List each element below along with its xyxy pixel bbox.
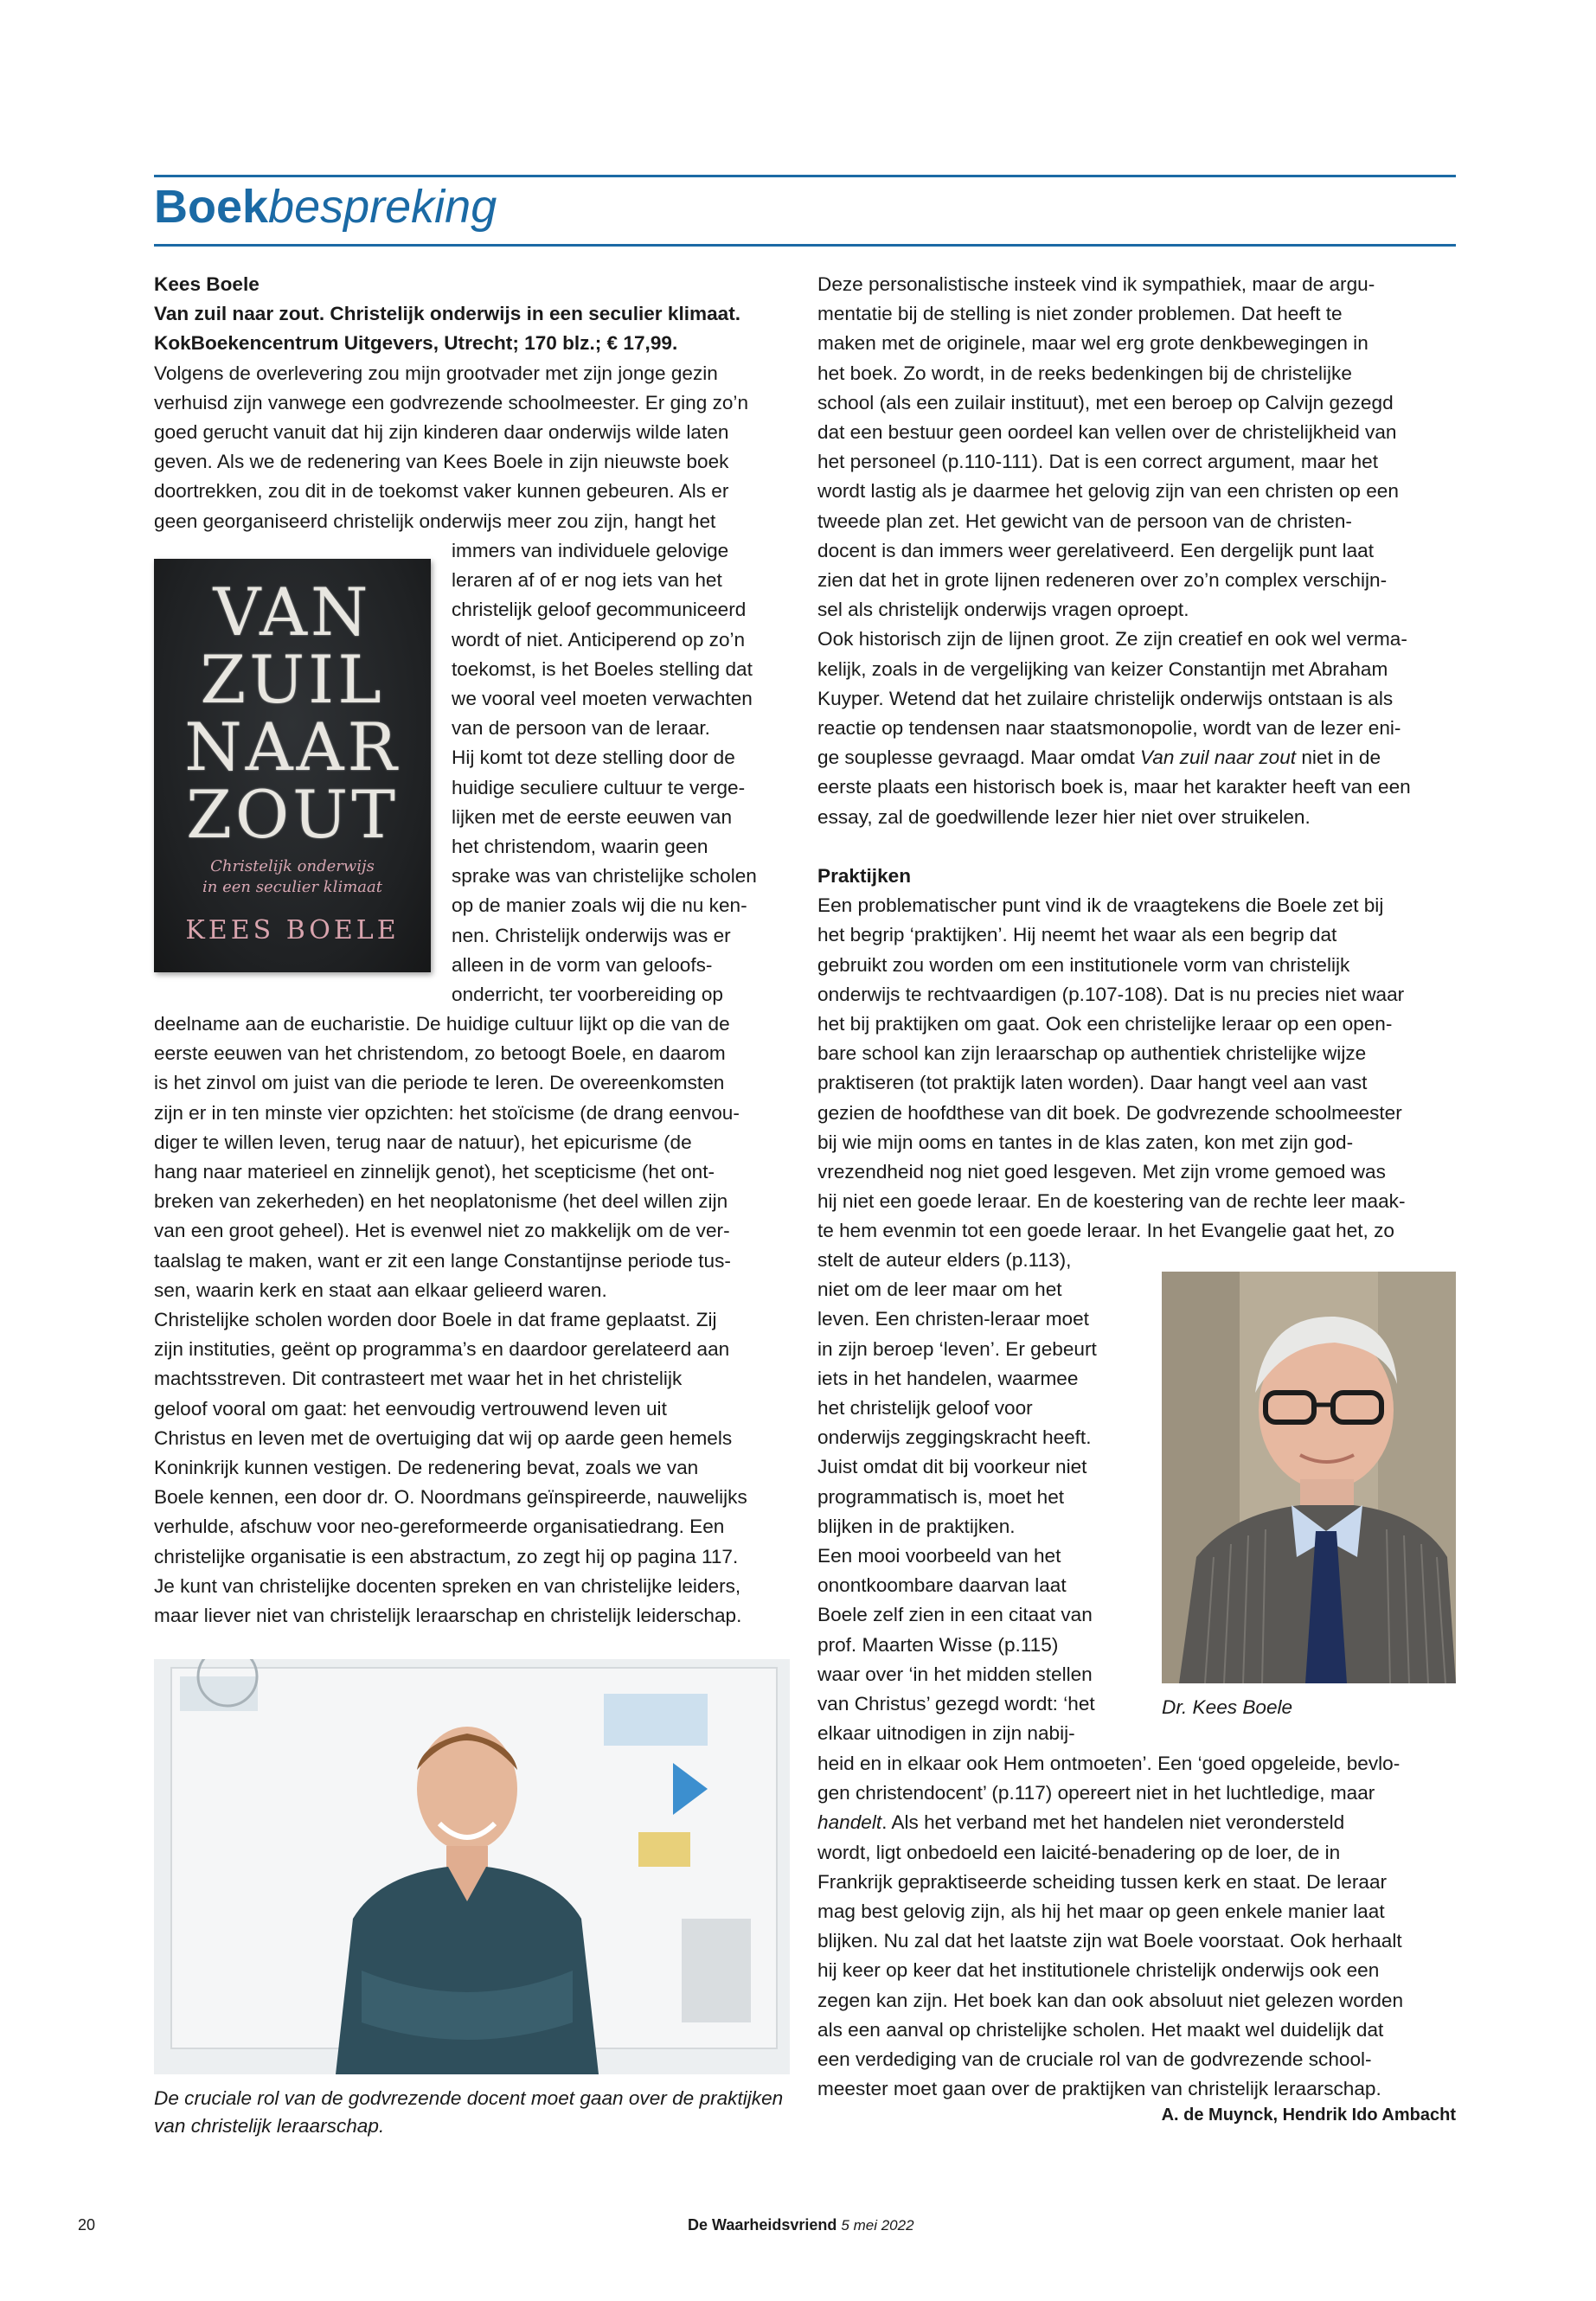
body-line: waar over ‘in het midden stellen [817,1663,1093,1685]
page-number: 20 [78,2216,96,2234]
body-line: mentatie bij de stelling is niet zonder problemen. Dat heeft te [817,303,1343,325]
body-line: het bij praktijken om gaat. Ook een christelijke leraar op een open- [817,1013,1393,1035]
body-line: verhuisd zijn vanwege een godvrezende schoolmeester. Er ging zo’n [154,391,749,413]
body-line: christelijke organisatie is een abstractum, zo zegt hij op pagina 117. [154,1545,739,1567]
body-line: van Christus’ gezegd wordt: ‘het [817,1693,1095,1715]
left-column-top [154,270,794,536]
body-line: huidige seculiere cultuur te verge- [452,776,746,798]
section-title: Boekbespreking [154,181,497,233]
body-line: zijn er in ten minste vier opzichten: het stoïcisme (de drang eenvou- [154,1101,740,1124]
body-line: praktiseren (tot praktijk laten worden). Daar hangt veel aan vast [817,1072,1368,1094]
body-line: Frankrijk gepraktiseerde scheiding tussen kerk en staat. De leraar [817,1870,1388,1893]
body-line: hij keer op keer dat het institutionele christelijk onderwijs ook een [817,1959,1380,1982]
body-line: het personeel (p.110-111). Dat is een correct argument, maar het [817,451,1379,473]
body-line: mag best gelovig zijn, als hij het maar op geen enkele manier laat [817,1900,1385,1923]
right-column-wrap [817,1246,1146,1748]
body-line: zien dat het in grote lijnen redeneren over zo’n complex verschijn- [817,569,1388,592]
body-line: dat een bestuur geen oordeel kan vellen over de christelijkheid van [817,421,1397,444]
body-line: geven. Als we de redenering van Kees Boele in zijn nieuwste boek [154,451,729,473]
body-line: onderwijs zeggingskracht heeft. [817,1426,1092,1449]
body-line: taalslag te maken, want er zit een lange Constantijnse periode tus- [154,1249,731,1272]
emphasis-handelt: handelt [817,1811,882,1834]
body-line: prof. Maarten Wisse (p.115) [817,1633,1059,1656]
body-line: het christelijk geloof voor [817,1397,1033,1420]
teacher-photo-caption: De cruciale rol van de godvrezende docent moet gaan over de praktijken van christelijk leraarschap. [154,2087,784,2137]
body-line: ge souplesse gevraagd. Maar omdat Van zuil naar zout niet in de [817,747,1381,769]
right-column-top [817,270,1462,832]
body-line: onderwijs te rechtvaardigen (p.107-108). Dat is nu precies niet waar [817,983,1405,1005]
body-line: Hij komt tot deze stelling door de [452,747,735,769]
body-line: breken van zekerheden) en het neoplatonisme (het deel willen zijn [154,1190,728,1213]
body-line: geloof vooral om gaat: het eenvoudig vertrouwend leven uit [154,1397,667,1420]
body-line: wordt of niet. Anticiperend op zo’n [452,628,746,651]
body-line: Christelijke scholen worden door Boele in dat frame geplaatst. Zij [154,1309,717,1331]
body-line: deelname aan de eucharistie. De huidige cultuur lijkt op die van de [154,1013,730,1035]
body-line: leven. Een christen-leraar moet [817,1308,1089,1330]
body-line: niet om de leer maar om het [817,1279,1062,1301]
body-line: Christus en leven met de overtuiging dat wij op aarde geen hemels [154,1426,733,1449]
body-line: lijken met de eerste eeuwen van [452,805,733,828]
body-line: machtsstreven. Dit contrasteert met waar het in het christelijk [154,1368,683,1390]
kees-boele-photo-caption: Dr. Kees Boele [1162,1696,1293,1718]
body-line: blijken. Nu zal dat het laatste zijn wat Boele voorstaat. Ook herhaalt [817,1930,1402,1952]
issue-date: 5 mei 2022 [841,2217,914,2234]
kees-boele-photo-illustration [1162,1272,1456,1683]
body-line: maar liever niet van christelijk leraarschap en christelijk leiderschap. [154,1605,742,1627]
cover-word-zuil: ZUIL [200,641,385,718]
body-line: het boek. Zo wordt, in de reeks bedenkingen bij de christelijke [817,362,1352,384]
cover-word-naar: NAAR [184,708,401,785]
body-line: bare school kan zijn leraarschap op authentiek christelijke wijze [817,1042,1367,1065]
body-line: nen. Christelijk onderwijs was er [452,924,731,946]
teacher-photo [154,1659,790,2074]
body-line: leraren af of er nog iets van het [452,569,722,592]
body-line: van een groot geheel). Het is evenwel niet zo makkelijk om de ver- [154,1220,730,1242]
cover-word-zout: ZOUT [186,776,399,853]
body-line: zijn instituties, geënt op programma’s en daardoor gerelateerd aan [154,1338,730,1361]
cover-subtitle: in een seculier klimaat [202,878,382,896]
body-line: Juist omdat dit bij voorkeur niet [817,1456,1087,1478]
book-publisher: KokBoekencentrum Uitgevers, Utrecht; 170 blz.; € 17,99. [154,332,678,355]
body-line: op de manier zoals wij die nu ken- [452,894,747,917]
body-line: te hem evenmin tot een goede leraar. In het Evangelie gaat het, zo [817,1220,1394,1242]
body-line: bij wie mijn ooms en tantes in de klas zaten, kon met zijn god- [817,1131,1354,1153]
book-title: Van zuil naar zout. Christelijk onderwijs in een seculier klimaat. [154,303,741,325]
body-line: Volgens de overlevering zou mijn grootvader met zijn jonge gezin [154,362,718,384]
review-signature: A. de Muynck, Hendrik Ido Ambacht [1161,2106,1456,2125]
right-column-bottom [817,1749,1462,2104]
body-line: Ook historisch zijn de lijnen groot. Ze zijn creatief en ook wel verma- [817,628,1407,651]
body-line: als een aanval op christelijke scholen. Het maakt wel duidelijk dat [817,2018,1384,2041]
body-line: wordt lastig als je daarmee het gelovig zijn van een christen op een [817,480,1399,503]
body-line: Kuyper. Wetend dat het zuilaire christelijk onderwijs ontstaan is als [817,687,1394,709]
body-line: diger te willen leven, terug naar de natuur), het epicurisme (de [154,1131,692,1153]
body-line: toekomst, is het Boeles stelling dat [452,657,753,680]
body-line: eerste plaats een historisch boek is, maar het karakter heeft van een [817,776,1411,798]
left-column-wrap [452,536,798,1009]
body-line: elkaar uitnodigen in zijn nabij- [817,1722,1075,1745]
body-line: Koninkrijk kunnen vestigen. De redenering bevat, zoals we van [154,1457,699,1479]
header-top-rule [154,175,1456,177]
body-line: handelt. Als het verband met het handelen niet verondersteld [817,1811,1345,1834]
left-column-bottom [154,1009,798,1631]
cover-subtitle: Christelijk onderwijs [210,857,375,875]
kees-boele-photo [1162,1272,1456,1683]
teacher-photo-illustration [154,1659,790,2074]
body-line: docent is dan immers weer gerelativeerd. Een dergelijk punt laat [817,539,1375,561]
body-line: verhulde, afschuw voor neo-gereformeerde organisatiedrang. Een [154,1516,725,1538]
body-line: gen christendocent’ (p.117) opereert niet in het luchtledige, maar [817,1782,1375,1804]
body-line: vrezendheid nog niet goed lesgeven. Met zijn vrome gemoed was [817,1161,1386,1183]
body-line: Boele zelf zien in een citaat van [817,1604,1093,1626]
body-line: een verdediging van de cruciale rol van de godvrezende school- [817,2048,1372,2071]
body-line: geen georganiseerd christelijk onderwijs meer zou zijn, hangt het [154,510,716,532]
body-line: zegen kan zijn. Het boek kan dan ook absoluut niet gelezen worden [817,1989,1404,2011]
body-line: gezien de hoofdthese van dit boek. De godvrezende schoolmeester [817,1101,1402,1124]
body-line: alleen in de vorm van geloofs- [452,953,713,976]
body-line: onderricht, ter voorbereiding op [452,984,723,1006]
body-line: sen, waarin kerk en staat aan elkaar gelieerd waren. [154,1279,607,1301]
body-line: heid en in elkaar ook Hem ontmoeten’. Een ‘goed opgeleide, bevlo- [817,1753,1401,1774]
cover-word-van: VAN [213,574,372,651]
header-bottom-rule [154,244,1456,247]
body-line: Deze personalistische insteek vind ik sympathiek, maar de argu- [817,273,1375,295]
body-line: programmatisch is, moet het [817,1485,1065,1508]
body-line: tweede plan zet. Het gewicht van de persoon van de christen- [817,510,1352,532]
body-line: gebruikt zou worden om een institutionele vorm van christelijk [817,953,1350,976]
body-line: blijken in de praktijken. [817,1515,1016,1537]
body-line: hij niet een goede leraar. En de koestering van de rechte leer maak- [817,1190,1406,1213]
body-line: wordt, ligt onbedoeld een laicité-benadering op de loer, de in [817,1841,1341,1863]
book-author: Kees Boele [154,273,260,295]
body-line: kelijk, zoals in de vergelijking van keizer Constantijn met Abraham [817,657,1388,680]
body-line: immers van individuele gelovige [452,540,729,561]
body-line: maken met de originele, maar wel erg grote denkbewegingen in [817,332,1368,355]
body-line: in zijn beroep ‘leven’. Er gebeurt [817,1337,1097,1360]
body-line: reactie op tendensen naar staatsmonopolie, wordt van de lezer eni- [817,717,1401,740]
body-line: eerste eeuwen van het christendom, zo betoogt Boele, en daarom [154,1042,726,1065]
right-column-praktijken [817,862,1462,1247]
body-line: sprake was van christelijke scholen [452,865,757,888]
body-line: sel als christelijk onderwijs vragen oproept. [817,599,1189,621]
body-line: Een problematischer punt vind ik de vraagtekens die Boele zet bij [817,894,1384,917]
body-line: goed gerucht vanuit dat hij zijn kinderen daar onderwijs wilde laten [154,421,729,444]
body-line: het begrip ‘praktijken’. Hij neemt het waar als een begrip dat [817,924,1337,946]
body-line: school (als een zuilair instituut), met een beroep op Calvijn gezegd [817,391,1394,413]
body-line: van de persoon van de leraar. [452,717,710,740]
body-line: is het zinvol om juist van die periode te leren. De overeenkomsten [154,1072,725,1094]
body-line: iets in het handelen, waarmee [817,1367,1079,1389]
body-line: Een mooi voorbeeld van het [817,1545,1061,1567]
body-line: Je kunt van christelijke docenten spreken en van christelijke leiders, [154,1574,741,1597]
body-line: meester moet gaan over de praktijken van christelijk leraarschap. [817,2078,1381,2100]
book-cover-image [154,559,431,972]
body-line: onontkoombare daarvan laat [817,1574,1067,1597]
body-line: Boele kennen, een door dr. O. Noordmans geïnspireerde, nauwelijks [154,1486,747,1509]
body-line: hang naar materieel en zinnelijk genot), het scepticisme (het ont- [154,1161,715,1183]
subheading-praktijken: Praktijken [817,865,912,887]
cover-author: KEES BOELE [185,915,400,945]
book-title-italic: Van zuil naar zout [1140,747,1297,769]
magazine-name: De Waarheidsvriend [688,2216,837,2234]
body-line: het christendom, waarin geen [452,836,708,858]
footer-publication [688,2216,914,2234]
body-line: we vooral veel moeten verwachten [452,688,753,710]
body-line: christelijk geloof gecommuniceerd [452,599,747,621]
body-line: stelt de auteur elders (p.113), [817,1249,1072,1271]
body-line: doortrekken, zou dit in de toekomst vaker kunnen gebeuren. Als er [154,480,729,503]
body-line: essay, zal de goedwillende lezer hier niet over struikelen. [817,805,1311,828]
